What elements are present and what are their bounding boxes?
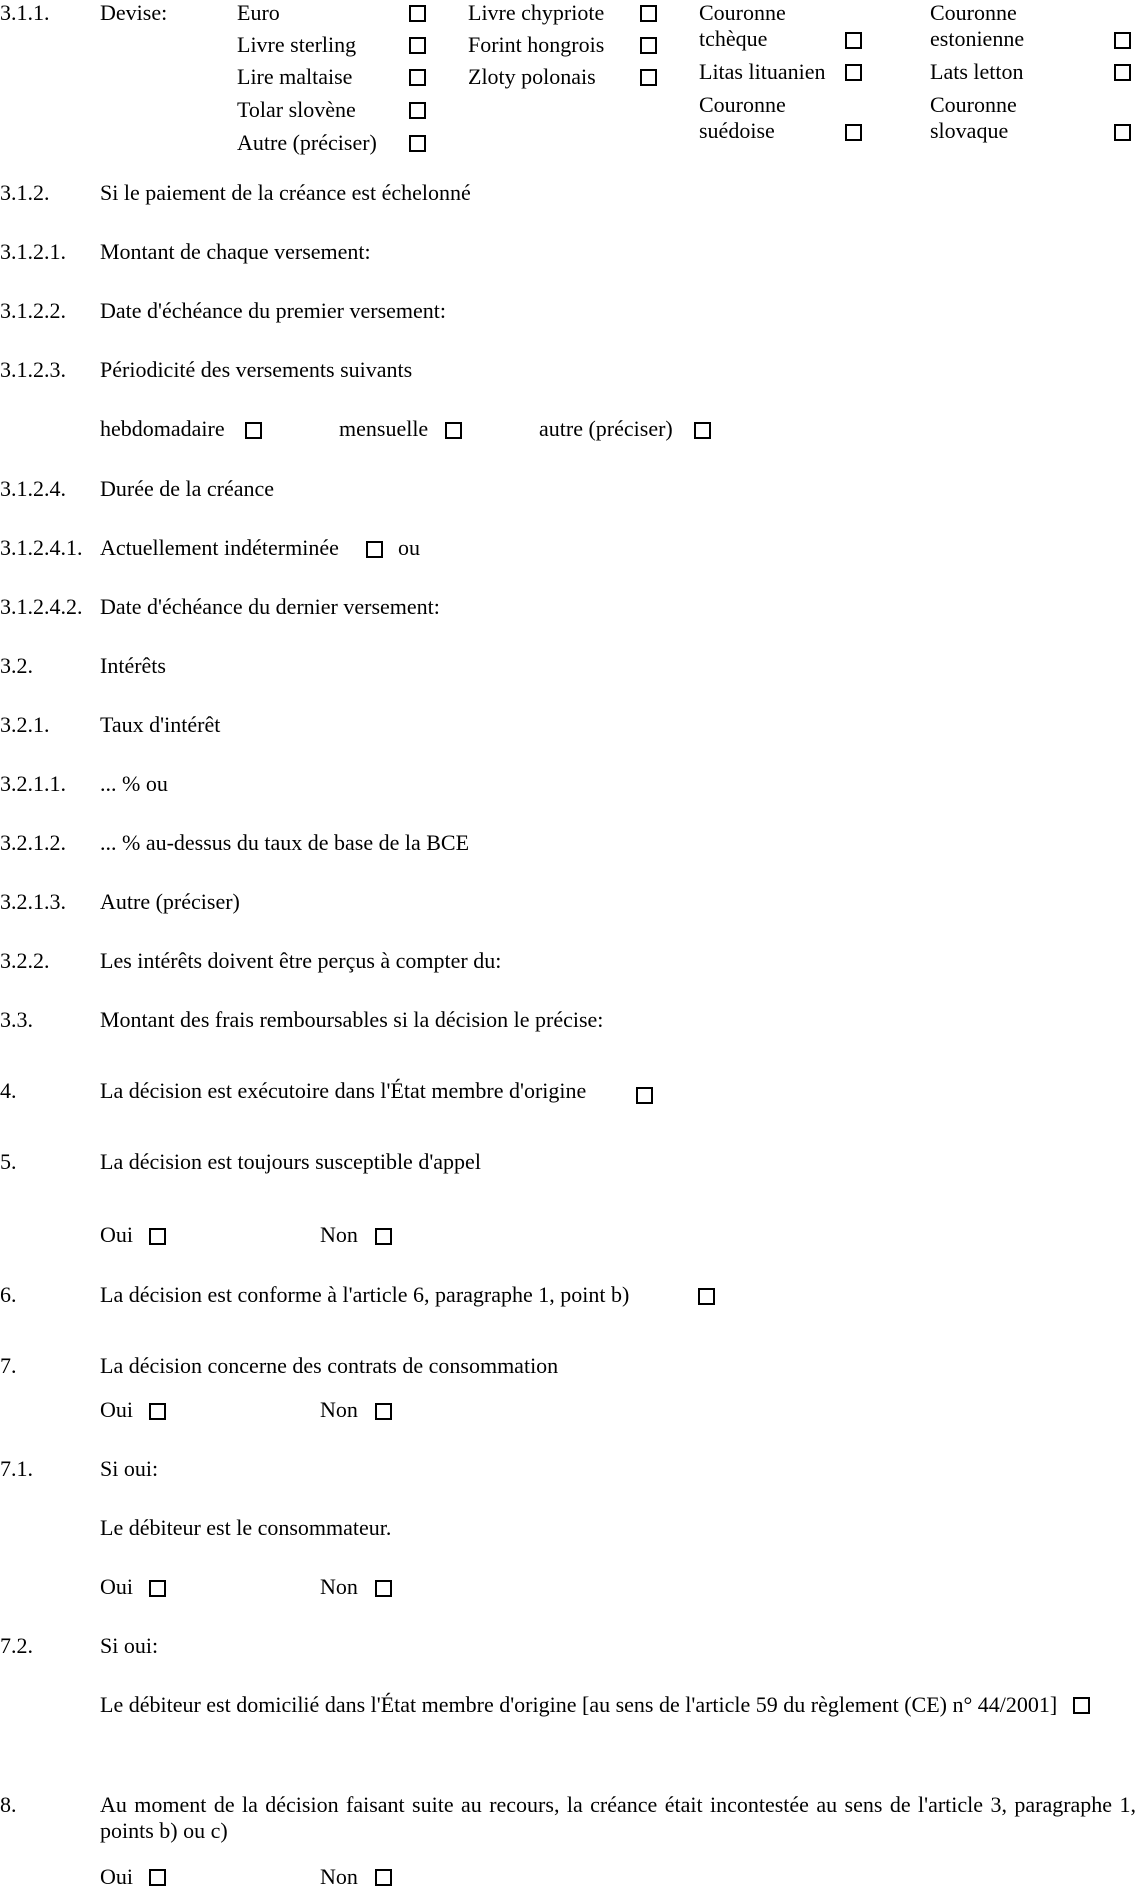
currency-czk-label-2: tchèque: [699, 26, 768, 51]
currency-czk-checkbox[interactable]: [845, 32, 862, 49]
section-text: Montant des frais remboursables si la décision le précise:: [100, 1007, 604, 1032]
consumer-contract-no-checkbox[interactable]: [375, 1403, 392, 1420]
periodicity-other-label: autre (préciser): [539, 416, 673, 441]
currency-lvl-label: Lats letton: [930, 59, 1024, 84]
currency-sit-checkbox[interactable]: [409, 102, 426, 119]
section-text: Intérêts: [100, 653, 166, 678]
section-number: 3.1.2.1.: [0, 239, 66, 264]
periodicity-monthly-label: mensuelle: [339, 416, 429, 441]
currency-ltl-label: Litas lituanien: [699, 59, 826, 84]
section-number: 3.3.: [0, 1007, 33, 1032]
currency-skk-checkbox[interactable]: [1114, 124, 1131, 141]
currency-gbp-checkbox[interactable]: [409, 37, 426, 54]
consumer-contract-yes-label: Oui: [100, 1397, 133, 1422]
section-number: 3.2.1.: [0, 712, 50, 737]
section-text: Si le paiement de la créance est échelonné: [100, 180, 471, 205]
section-number: 5.: [0, 1149, 17, 1174]
section-number: 7.1.: [0, 1456, 33, 1481]
appeal-yes-label: Oui: [100, 1222, 133, 1247]
section-number: 6.: [0, 1282, 17, 1307]
section-number: 3.1.1.: [0, 0, 50, 25]
domicile-paragraph: [100, 1692, 1136, 1718]
currency-sek-label-1: Couronne: [699, 92, 786, 117]
appeal-yes-checkbox[interactable]: [149, 1228, 166, 1245]
appeal-no-label: Non: [320, 1222, 358, 1247]
section-text: La décision concerne des contrats de consommation: [100, 1353, 559, 1378]
section-number: 3.1.2.3.: [0, 357, 66, 382]
section-number: 3.2.2.: [0, 948, 50, 973]
section-text: Si oui:: [100, 1456, 159, 1481]
section-text: La décision est conforme à l'article 6, paragraphe 1, point b): [100, 1282, 630, 1307]
section-text: Le débiteur est le consommateur.: [100, 1515, 392, 1540]
currency-other-label: Autre (préciser): [237, 130, 377, 155]
section-number: 8.: [0, 1792, 17, 1817]
currency-euro-label: Euro: [237, 0, 280, 25]
section-text: Si oui:: [100, 1633, 159, 1658]
currency-mtl-checkbox[interactable]: [409, 69, 426, 86]
currency-label: Devise:: [100, 0, 168, 25]
section-text: Montant de chaque versement:: [100, 239, 371, 264]
currency-huf-checkbox[interactable]: [640, 37, 657, 54]
section-text: Taux d'intérêt: [100, 712, 221, 737]
section-number: 4.: [0, 1078, 17, 1103]
currency-cyp-label: Livre chypriote: [468, 0, 605, 25]
section-number: 3.2.1.2.: [0, 830, 66, 855]
undisputed-yes-label: Oui: [100, 1864, 133, 1889]
debtor-consumer-no-label: Non: [320, 1574, 358, 1599]
section-number: 3.2.1.1.: [0, 771, 66, 796]
debtor-consumer-yes-label: Oui: [100, 1574, 133, 1599]
currency-gbp-label: Livre sterling: [237, 32, 357, 57]
section-number: 3.1.2.4.: [0, 476, 66, 501]
section-text: Périodicité des versements suivants: [100, 357, 413, 382]
section-number: 3.1.2.4.1.: [0, 535, 83, 560]
currency-euro-checkbox[interactable]: [409, 5, 426, 22]
currency-eek-label-2: estonienne: [930, 26, 1025, 51]
section-number: 3.1.2.2.: [0, 298, 66, 323]
consumer-contract-no-label: Non: [320, 1397, 358, 1422]
undisputed-no-checkbox[interactable]: [375, 1869, 392, 1886]
section-number: 3.1.2.4.2.: [0, 594, 83, 619]
section-text: ... % au-dessus du taux de base de la BCE: [100, 830, 470, 855]
currency-eek-checkbox[interactable]: [1114, 32, 1131, 49]
currency-pln-label: Zloty polonais: [468, 64, 596, 89]
section-text: Date d'échéance du dernier versement:: [100, 594, 440, 619]
currency-cyp-checkbox[interactable]: [640, 5, 657, 22]
periodicity-monthly-checkbox[interactable]: [445, 422, 462, 439]
currency-huf-label: Forint hongrois: [468, 32, 605, 57]
section-number: 3.2.: [0, 653, 33, 678]
currency-czk-label-1: Couronne: [699, 0, 786, 25]
section-text: La décision est toujours susceptible d'appel: [100, 1149, 481, 1174]
currency-mtl-label: Lire maltaise: [237, 64, 353, 89]
periodicity-weekly-checkbox[interactable]: [245, 422, 262, 439]
section-number: 7.: [0, 1353, 17, 1378]
domicile-text: Le débiteur est domicilié dans l'État membre d'origine [au sens de l'article 59 du règlement (CE) n° 44/2001]: [100, 1692, 1058, 1717]
section-number: 7.2.: [0, 1633, 33, 1658]
debtor-consumer-no-checkbox[interactable]: [375, 1580, 392, 1597]
section-text-or: ou: [398, 535, 420, 560]
section-text: Au moment de la décision faisant suite au recours, la créance était incontestée au sens de l'article 3, paragraphe 1, points b) ou c): [100, 1792, 1136, 1843]
periodicity-weekly-label: hebdomadaire: [100, 416, 225, 441]
currency-ltl-checkbox[interactable]: [845, 64, 862, 81]
currency-sek-checkbox[interactable]: [845, 124, 862, 141]
debtor-consumer-yes-checkbox[interactable]: [149, 1580, 166, 1597]
undisputed-no-label: Non: [320, 1864, 358, 1889]
currency-eek-label-1: Couronne: [930, 0, 1017, 25]
section-text: ... % ou: [100, 771, 168, 796]
section-number: 3.1.2.: [0, 180, 50, 205]
currency-sit-label: Tolar slovène: [237, 97, 356, 122]
currency-skk-label-2: slovaque: [930, 118, 1009, 143]
currency-pln-checkbox[interactable]: [640, 69, 657, 86]
enforceable-checkbox[interactable]: [636, 1087, 653, 1104]
domicile-checkbox[interactable]: [1073, 1697, 1090, 1714]
currency-lvl-checkbox[interactable]: [1114, 64, 1131, 81]
currency-other-checkbox[interactable]: [409, 135, 426, 152]
currency-skk-label-1: Couronne: [930, 92, 1017, 117]
consumer-contract-yes-checkbox[interactable]: [149, 1403, 166, 1420]
appeal-no-checkbox[interactable]: [375, 1228, 392, 1245]
conforms-checkbox[interactable]: [698, 1288, 715, 1305]
section-text: Durée de la créance: [100, 476, 275, 501]
section-text: Les intérêts doivent être perçus à compter du:: [100, 948, 502, 973]
section-text: Date d'échéance du premier versement:: [100, 298, 447, 323]
section-text: Actuellement indéterminée: [100, 535, 339, 560]
indeterminate-checkbox[interactable]: [366, 541, 383, 558]
undisputed-yes-checkbox[interactable]: [149, 1869, 166, 1886]
section-number: 3.2.1.3.: [0, 889, 66, 914]
periodicity-other-checkbox[interactable]: [694, 422, 711, 439]
currency-sek-label-2: suédoise: [699, 118, 775, 143]
section-text: La décision est exécutoire dans l'État membre d'origine: [100, 1078, 587, 1103]
section-text: Autre (préciser): [100, 889, 240, 914]
